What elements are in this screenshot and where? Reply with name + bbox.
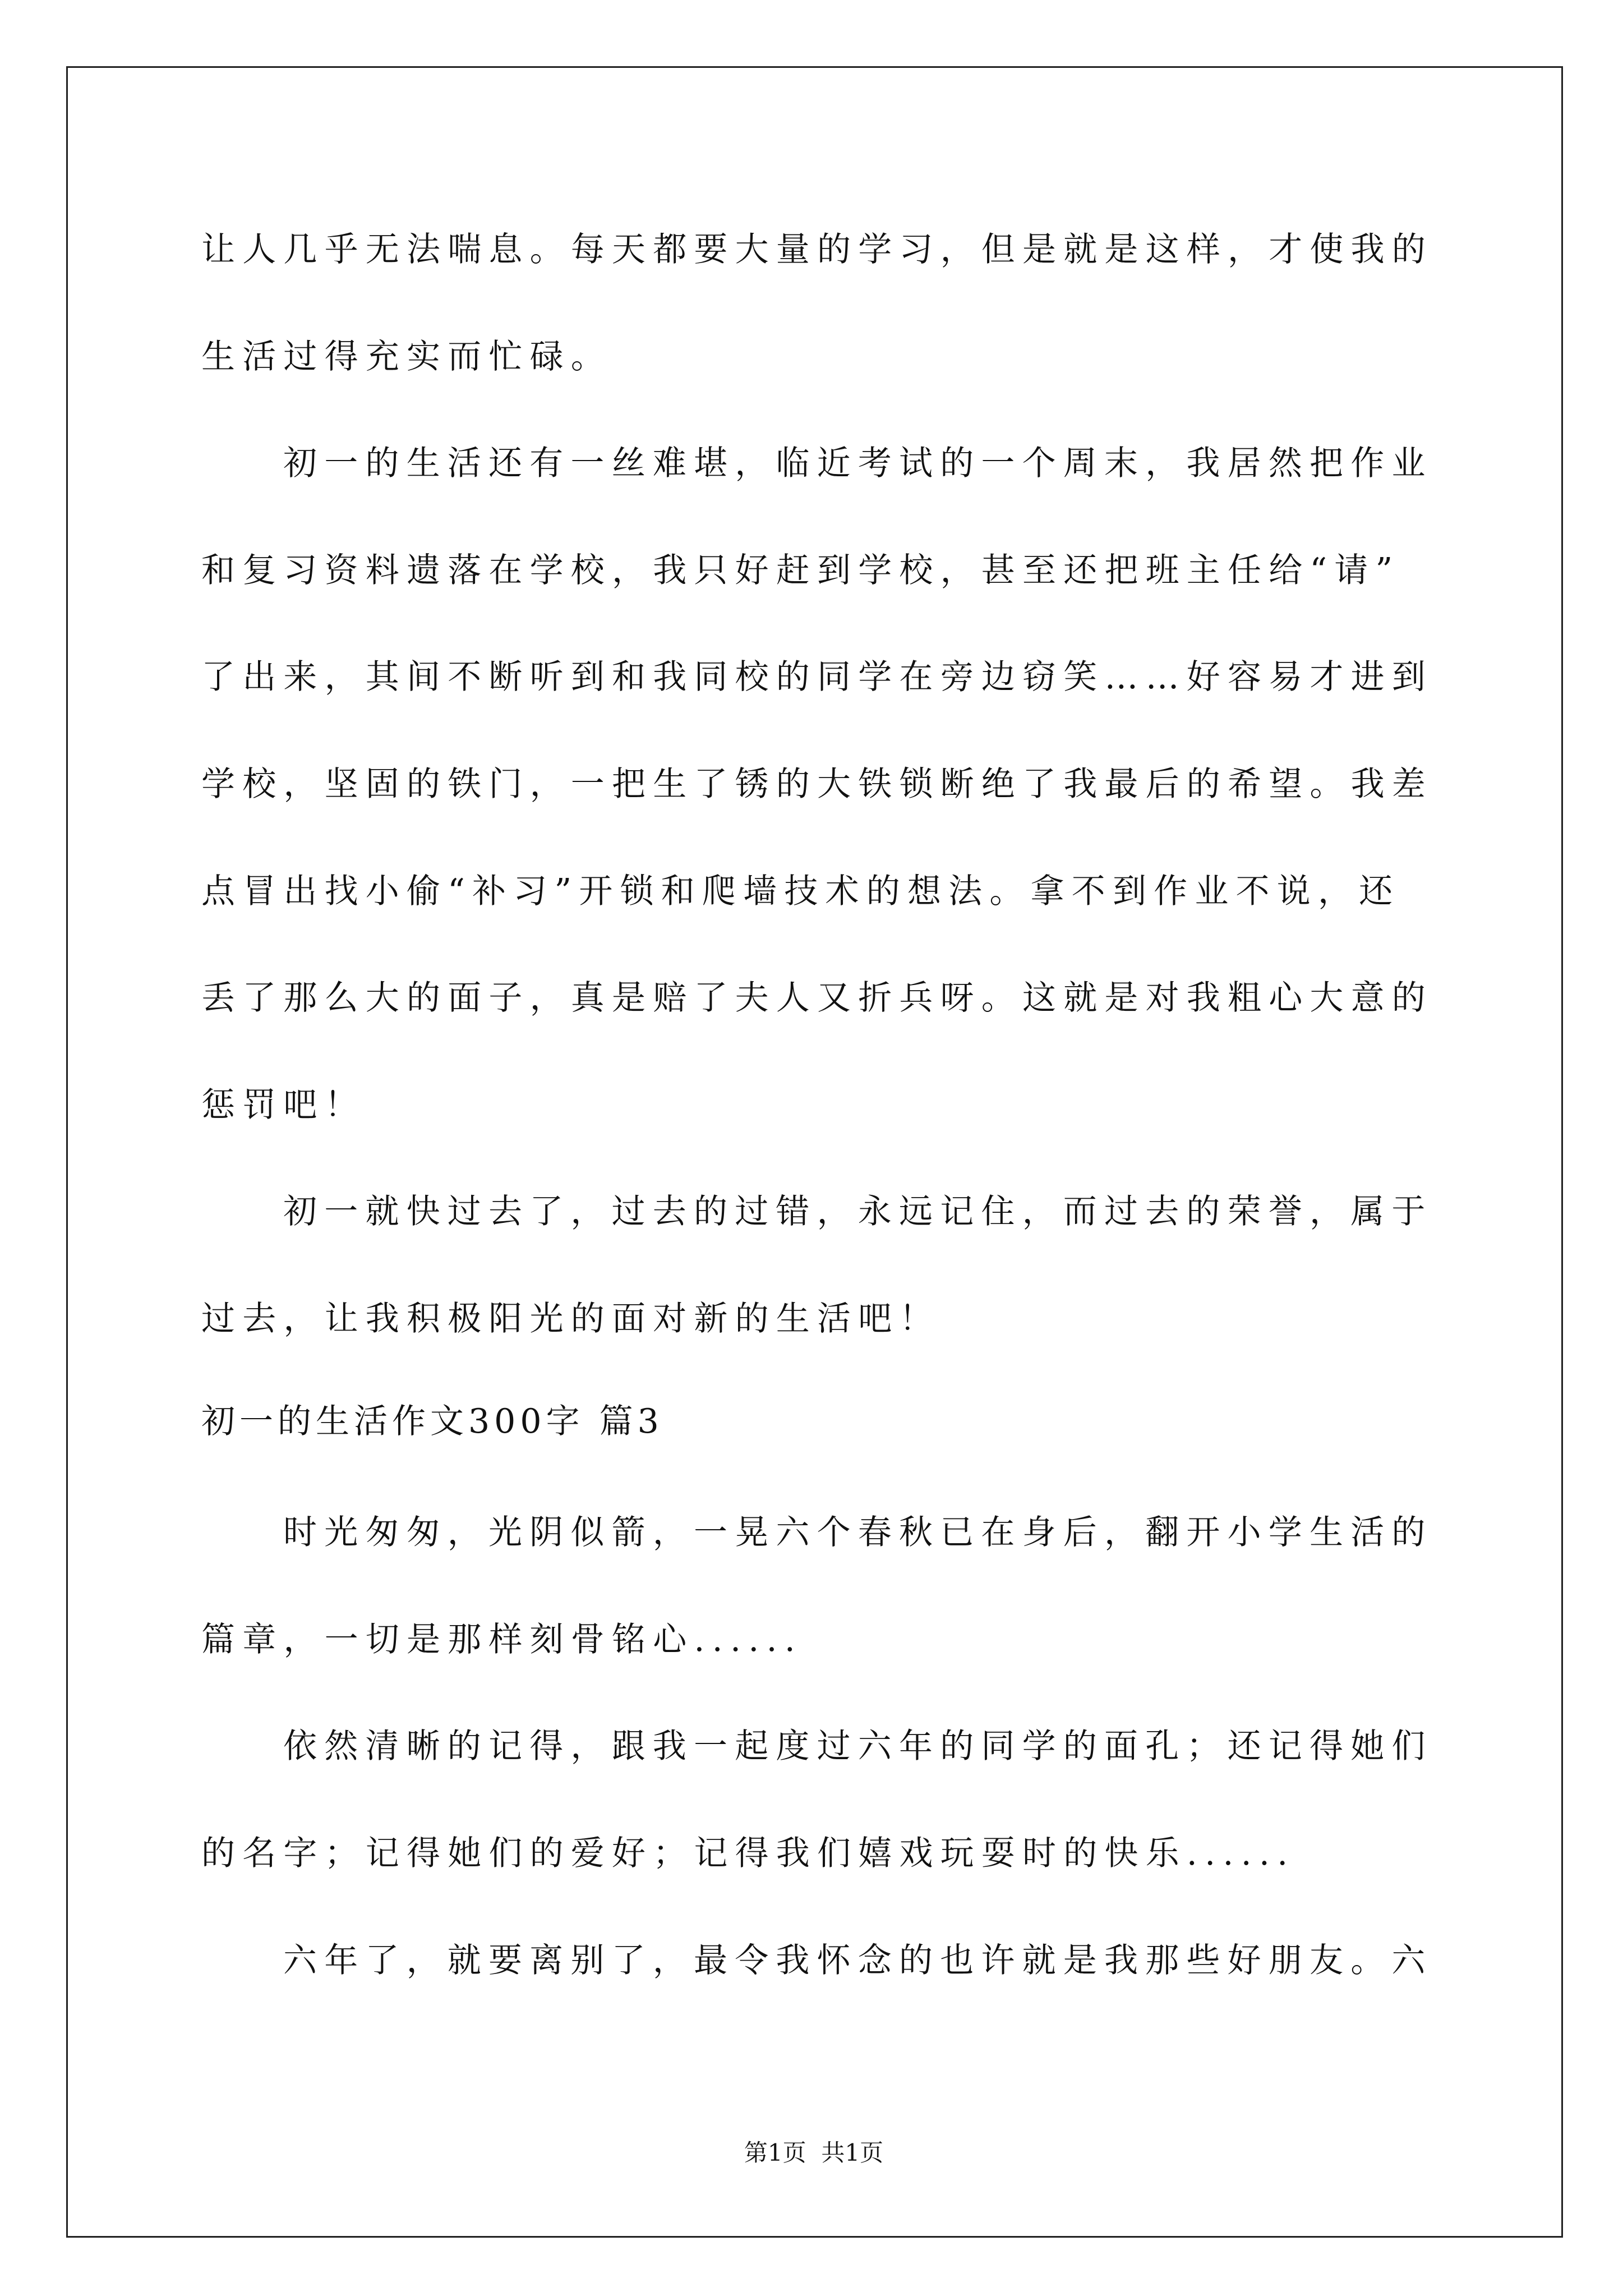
text-line: 时光匆匆，光阴似箭，一晃六个春秋已在身后，翻开小学生活的 (283, 1513, 1433, 1553)
text-line: 和复习资料遗落在学校，我只好赶到学校，甚至还把班主任给“请” (201, 550, 1400, 590)
text-line: 了出来，其间不断听到和我同校的同学在旁边窃笑……好容易才进到 (201, 657, 1433, 697)
text-line: 依然清晰的记得，跟我一起度过六年的同学的面孔；还记得她们 (283, 1727, 1433, 1766)
text-line: 过去，让我积极阳光的面对新的生活吧！ (201, 1299, 940, 1338)
text-line: 初一的生活还有一丝难堪，临近考试的一个周末，我居然把作业 (283, 444, 1433, 484)
paragraph (201, 196, 1452, 410)
paragraph (201, 410, 1452, 1158)
text-line: 学校，坚固的铁门，一把生了锈的大铁锁断绝了我最后的希望。我差 (201, 764, 1433, 804)
text-line: 六年了，就要离别了，最令我怀念的也许就是我那些好朋友。六 (283, 1940, 1433, 1980)
paragraph (201, 1907, 1452, 2014)
paragraph (201, 1693, 1452, 1907)
text-line: 点冒出找小偷“补习”开锁和爬墙技术的想法。拿不到作业不说，还 (201, 871, 1400, 911)
section-heading: 初一的生活作文300字 篇3 (201, 1401, 663, 1441)
text-line: 初一就快过去了，过去的过错，永远记住，而过去的荣誉，属于 (283, 1192, 1433, 1232)
paragraph (201, 1479, 1452, 1693)
text-line: 的名字；记得她们的爱好；记得我们嬉戏玩耍时的快乐...... (201, 1833, 1295, 1873)
page-footer: 第1页 共1页 (744, 2139, 884, 2166)
text-line: 让人几乎无法喘息。每天都要大量的学习，但是就是这样，才使我的 (201, 230, 1433, 269)
paragraph (201, 1158, 1452, 1372)
text-line: 生活过得充实而忙碌。 (201, 337, 612, 376)
text-line: 篇章，一切是那样刻骨铭心...... (201, 1619, 803, 1659)
text-line: 丢了那么大的面子，真是赔了夫人又折兵呀。这就是对我粗心大意的 (201, 978, 1433, 1018)
text-line: 惩罚吧！ (201, 1085, 366, 1125)
body-text (201, 196, 1452, 2014)
